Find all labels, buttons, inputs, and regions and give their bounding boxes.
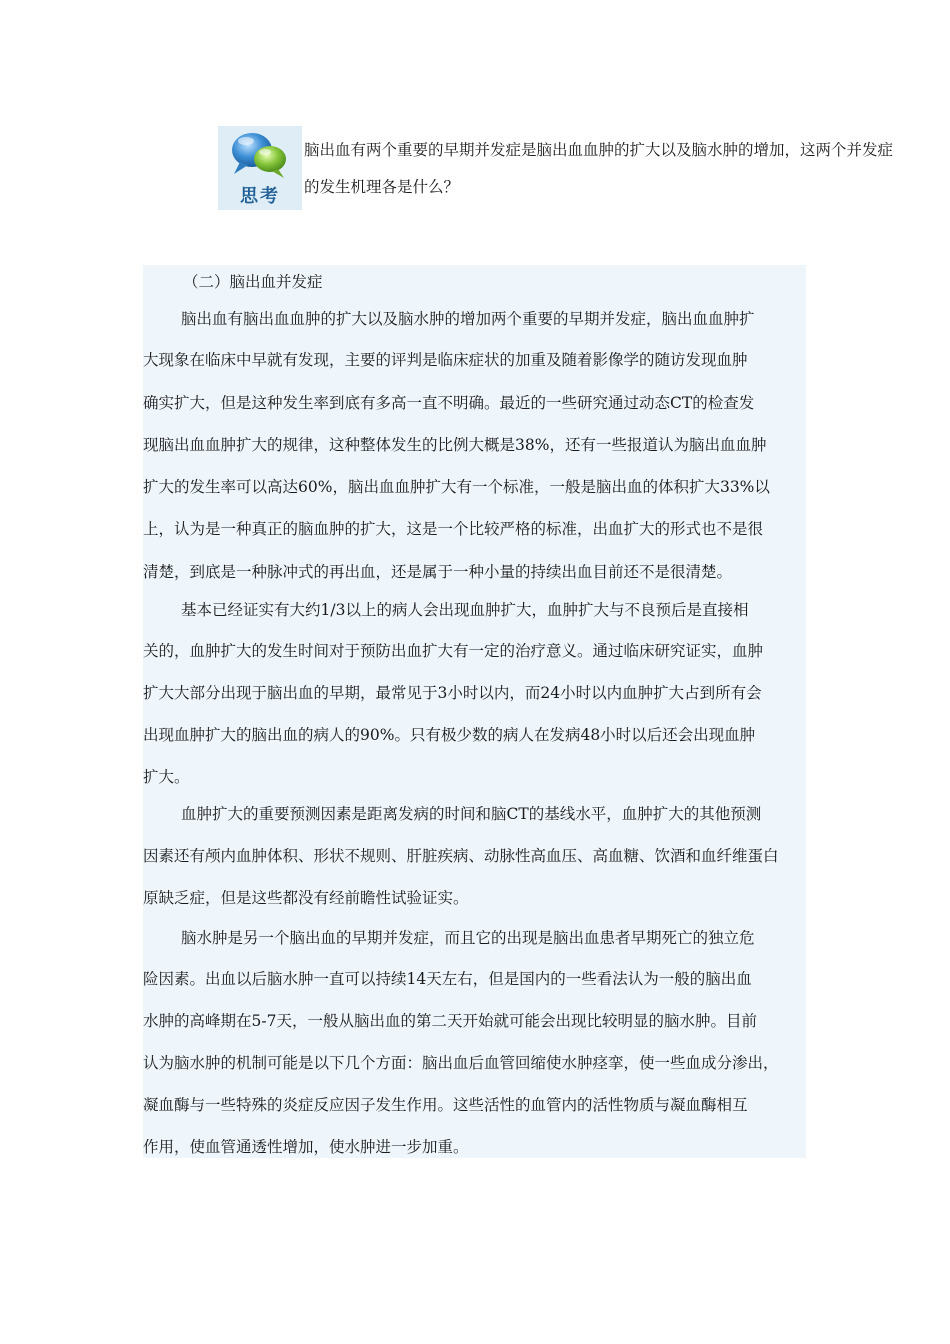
paragraph-line: 脑出血有脑出血血肿的扩大以及脑水肿的增加两个重要的早期并发症，脑出血血肿扩 [181, 310, 755, 328]
think-question-text: 脑出血有两个重要的早期并发症是脑出血血肿的扩大以及脑水肿的增加，这两个并发症的发生机理各是什么？ [304, 141, 894, 196]
paragraph-line: 关的，血肿扩大的发生时间对于预防出血扩大有一定的治疗意义。通过临床研究证实，血肿 [143, 642, 764, 660]
paragraph-line: 险因素。出血以后脑水肿一直可以持续14天左右，但是国内的一些看法认为一般的脑出血 [143, 970, 752, 988]
think-callout-icon-box [218, 126, 302, 210]
paragraph-line: 出现血肿扩大的脑出血的病人的90%。只有极少数的病人在发病48小时以后还会出现血肿 [143, 726, 756, 744]
speech-bubbles-icon [218, 126, 302, 186]
section-heading: （二）脑出血并发症 [183, 273, 323, 291]
paragraph-line: 脑水肿是另一个脑出血的早期并发症，而且它的出现是脑出血患者早期死亡的独立危 [181, 929, 755, 947]
paragraph-line: 现脑出血血肿扩大的规律，这种整体发生的比例大概是38%，还有一些报道认为脑出血血肿 [143, 436, 767, 454]
paragraph-line: 凝血酶与一些特殊的炎症反应因子发生作用。这些活性的血管内的活性物质与凝血酶相互 [143, 1096, 748, 1114]
paragraph-line: 因素还有颅内血肿体积、形状不规则、肝脏疾病、动脉性高血压、高血糖、饮酒和血纤维蛋白 [143, 847, 779, 865]
paragraph-line: 基本已经证实有大约1/3以上的病人会出现血肿扩大，血肿扩大与不良预后是直接相 [181, 601, 749, 619]
paragraph-line: 扩大。 [143, 768, 190, 786]
paragraph-line: 水肿的高峰期在5-7天，一般从脑出血的第二天开始就可能会出现比较明显的脑水肿。目前 [143, 1012, 757, 1030]
paragraph-line: 作用，使血管通透性增加，使水肿进一步加重。 [143, 1138, 469, 1156]
paragraph-line: 上，认为是一种真正的脑血肿的扩大，这是一个比较严格的标准，出血扩大的形式也不是很 [143, 520, 764, 538]
paragraph-line: 血肿扩大的重要预测因素是距离发病的时间和脑CT的基线水平，血肿扩大的其他预测 [181, 805, 762, 823]
paragraph-line: 确实扩大，但是这种发生率到底有多高一直不明确。最近的一些研究通过动态CT的检查发 [143, 394, 755, 412]
paragraph-line: 扩大的发生率可以高达60%，脑出血血肿扩大有一个标准，一般是脑出血的体积扩大33%以 [143, 478, 770, 496]
think-label: 思考 [240, 186, 280, 207]
paragraph-line: 原缺乏症，但是这些都没有经前瞻性试验证实。 [143, 889, 469, 907]
paragraph-line: 扩大大部分出现于脑出血的早期，最常见于3小时以内，而24小时以内血肿扩大占到所有会 [143, 684, 762, 702]
article-section [143, 265, 806, 1158]
paragraph-line: 清楚，到底是一种脉冲式的再出血，还是属于一种小量的持续出血目前还不是很清楚。 [143, 563, 733, 581]
paragraph-line: 认为脑水肿的机制可能是以下几个方面：脑出血后血管回缩使水肿痉挛，使一些血成分渗出， [143, 1054, 779, 1072]
paragraph-line: 大现象在临床中早就有发现，主要的评判是临床症状的加重及随着影像学的随访发现血肿 [143, 351, 748, 369]
